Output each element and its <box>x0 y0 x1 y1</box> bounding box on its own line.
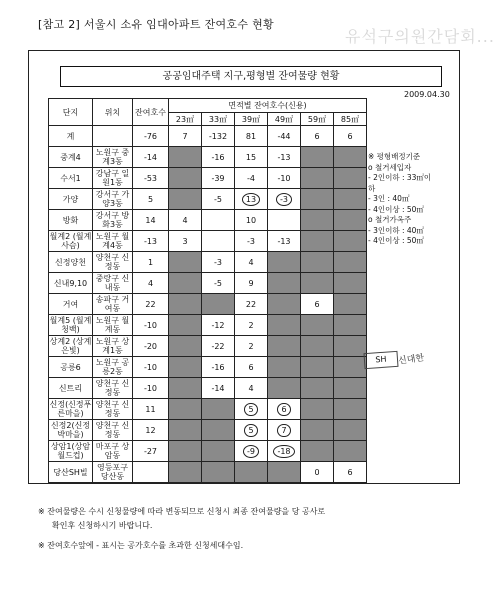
area-value: 6 <box>334 462 367 483</box>
complex-location: 강남구 일원1동 <box>93 168 133 189</box>
note-line: - 4인이상 : 50㎡ <box>368 204 424 214</box>
remaining-units-table <box>48 98 367 483</box>
area-value: 2 <box>235 315 268 336</box>
remaining-total: -27 <box>133 441 169 462</box>
remaining-total: -13 <box>133 231 169 252</box>
complex-location: 양천구 신정동 <box>93 420 133 441</box>
bleed-through-text: 유석구의원간담회... <box>345 27 495 46</box>
header-area-5: 85㎡ <box>334 113 367 126</box>
complex-location: 마포구 상암동 <box>93 441 133 462</box>
area-value: 22 <box>235 294 268 315</box>
area-value <box>301 336 334 357</box>
area-value: -16 <box>202 147 235 168</box>
area-value <box>334 441 367 462</box>
circled-value: 6 <box>277 403 290 416</box>
remaining-total: -53 <box>133 168 169 189</box>
header-area-1: 33㎡ <box>202 113 235 126</box>
area-value <box>169 168 202 189</box>
area-value <box>169 294 202 315</box>
note-line: - 3인이하 : 40㎡ <box>368 225 424 235</box>
area-value <box>268 315 301 336</box>
complex-location <box>93 126 133 147</box>
area-value <box>169 441 202 462</box>
area-value <box>334 315 367 336</box>
complex-location: 양천구 신정동 <box>93 378 133 399</box>
area-value: -39 <box>202 168 235 189</box>
area-value <box>334 147 367 168</box>
area-value: -16 <box>202 357 235 378</box>
area-value <box>268 210 301 231</box>
header-location: 위치 <box>93 99 133 126</box>
area-value <box>301 357 334 378</box>
footnote-1: ※ 잔여물량은 수시 신청물량에 따라 변동되므로 신청시 최종 잔여물량을 당 공사로 <box>38 507 326 516</box>
area-value: 10 <box>235 210 268 231</box>
area-value: -12 <box>202 315 235 336</box>
remaining-total: 14 <box>133 210 169 231</box>
area-value: -22 <box>202 336 235 357</box>
area-value <box>301 252 334 273</box>
area-value <box>169 147 202 168</box>
area-value <box>202 441 235 462</box>
remaining-total: 12 <box>133 420 169 441</box>
complex-location: 강서구 가양3동 <box>93 189 133 210</box>
area-value: -132 <box>202 126 235 147</box>
complex-name: 중계4 <box>49 147 93 168</box>
area-value <box>268 294 301 315</box>
area-value: 2 <box>235 336 268 357</box>
note-line: - 4인이상 : 50㎡ <box>368 236 424 245</box>
table-row <box>49 126 367 147</box>
header-remaining: 잔여호수 <box>133 99 169 126</box>
area-value <box>301 210 334 231</box>
footnote-1-cont: 확인후 신청하시기 바랍니다. <box>52 521 153 530</box>
area-value <box>268 357 301 378</box>
remaining-total: -10 <box>133 357 169 378</box>
area-value <box>334 252 367 273</box>
complex-name: 신정2(신정박마을) <box>49 420 93 441</box>
remaining-total: -10 <box>133 315 169 336</box>
remaining-total: -76 <box>133 126 169 147</box>
complex-name: 신내9,10 <box>49 273 93 294</box>
remaining-total: 4 <box>133 273 169 294</box>
area-value <box>202 210 235 231</box>
table-row <box>49 336 367 357</box>
complex-name: 공릉6 <box>49 357 93 378</box>
area-value: -14 <box>202 378 235 399</box>
table-row <box>49 399 367 420</box>
area-value <box>169 399 202 420</box>
complex-location: 강서구 방화3동 <box>93 210 133 231</box>
area-value: -44 <box>268 126 301 147</box>
area-value: -13 <box>268 231 301 252</box>
complex-name: 당산SH빌 <box>49 462 93 483</box>
table-row <box>49 252 367 273</box>
complex-location: 노원구 월계동 <box>93 315 133 336</box>
header-area-2: 39㎡ <box>235 113 268 126</box>
complex-name: 월계2 (월계사슴) <box>49 232 92 250</box>
area-value <box>268 462 301 483</box>
note-line: 하 <box>368 183 376 193</box>
area-value: 9 <box>235 273 268 294</box>
note-line: o 철거가옥주 <box>368 215 412 224</box>
allocation-notes <box>368 152 464 247</box>
table-row <box>49 168 367 189</box>
table-row <box>49 315 367 336</box>
circled-value: 7 <box>277 424 290 437</box>
complex-name: 월계5 (월계청백) <box>49 316 92 334</box>
area-value <box>202 399 235 420</box>
area-value <box>301 168 334 189</box>
complex-name: 가양 <box>49 189 93 210</box>
area-value <box>268 420 301 441</box>
area-value <box>334 420 367 441</box>
complex-name: 신트리 <box>49 378 93 399</box>
header-area-3: 49㎡ <box>268 113 301 126</box>
complex-name: 거여 <box>49 294 93 315</box>
table-row <box>49 420 367 441</box>
area-value <box>334 399 367 420</box>
table-row <box>49 231 367 252</box>
remaining-total: 5 <box>133 189 169 210</box>
area-value <box>301 315 334 336</box>
area-value <box>235 399 268 420</box>
area-value <box>301 399 334 420</box>
circled-value: -3 <box>276 193 292 206</box>
complex-location: 노원구 중계3동 <box>93 147 133 168</box>
footnote-2: ※ 잔여호수앞에 - 표시는 공가호수를 초과한 신청세대수임. <box>38 541 244 550</box>
remaining-total: 1 <box>133 252 169 273</box>
complex-name: 방화 <box>49 210 93 231</box>
area-value: 0 <box>301 462 334 483</box>
complex-location: 양천구 신정동 <box>93 399 133 420</box>
area-value: -3 <box>202 252 235 273</box>
remaining-total: -20 <box>133 336 169 357</box>
area-value: 6 <box>301 126 334 147</box>
area-value <box>169 252 202 273</box>
area-value <box>301 231 334 252</box>
header-by-area: 면적별 잔여호수(신용) <box>169 99 367 113</box>
area-value <box>268 252 301 273</box>
area-value <box>169 315 202 336</box>
table-title: 공공임대주택 지구,평형별 잔여물량 현황 <box>60 66 442 87</box>
area-value <box>268 273 301 294</box>
area-value <box>301 273 334 294</box>
remaining-total: -14 <box>133 147 169 168</box>
note-line: - 2인이하 : 33㎡이 <box>368 173 432 182</box>
area-value: -4 <box>235 168 268 189</box>
table-row <box>49 357 367 378</box>
area-value: 81 <box>235 126 268 147</box>
area-value <box>334 378 367 399</box>
note-line: ※ 평형배정기준 <box>368 152 421 161</box>
circled-value: 13 <box>242 193 260 206</box>
complex-location: 중랑구 신내동 <box>93 273 133 294</box>
area-value <box>268 441 301 462</box>
header-area-4: 59㎡ <box>301 113 334 126</box>
remaining-total: -10 <box>133 378 169 399</box>
area-value: 6 <box>334 126 367 147</box>
table-row <box>49 273 367 294</box>
area-value <box>301 441 334 462</box>
area-value <box>301 378 334 399</box>
area-value: 4 <box>235 252 268 273</box>
area-value <box>169 273 202 294</box>
area-value: -10 <box>268 168 301 189</box>
circled-value: 5 <box>244 424 257 437</box>
circled-value: -18 <box>273 445 294 458</box>
complex-name: 상암1(상암월드컵) <box>49 441 93 462</box>
note-line: o 철거세입자 <box>368 162 412 172</box>
table-row <box>49 441 367 462</box>
area-value <box>202 294 235 315</box>
area-value <box>169 357 202 378</box>
area-value <box>169 420 202 441</box>
table-row <box>49 210 367 231</box>
area-value <box>334 189 367 210</box>
header-area-0: 23㎡ <box>169 113 202 126</box>
area-value <box>334 210 367 231</box>
area-value <box>235 189 268 210</box>
area-value <box>268 336 301 357</box>
complex-location: 노원구 공릉2동 <box>93 357 133 378</box>
complex-name: 신정양천 <box>49 252 93 273</box>
header-complex: 단지 <box>49 99 93 126</box>
area-value <box>235 462 268 483</box>
area-value <box>334 168 367 189</box>
area-value: -5 <box>202 273 235 294</box>
table-row <box>49 147 367 168</box>
area-value: 6 <box>301 294 334 315</box>
handwritten-signature: 신대한 <box>397 353 425 367</box>
area-value: 7 <box>169 126 202 147</box>
table-row <box>49 189 367 210</box>
remaining-total <box>133 462 169 483</box>
area-value <box>334 294 367 315</box>
area-value: -13 <box>268 147 301 168</box>
area-value <box>301 420 334 441</box>
complex-location: 송파구 거여동 <box>93 294 133 315</box>
area-value: 4 <box>235 378 268 399</box>
area-value <box>334 231 367 252</box>
area-value: 3 <box>169 231 202 252</box>
area-value <box>169 336 202 357</box>
circled-value: 5 <box>244 403 257 416</box>
area-value <box>268 378 301 399</box>
area-value <box>268 399 301 420</box>
area-value <box>334 336 367 357</box>
area-value <box>301 189 334 210</box>
page-heading: [참고 2] 서울시 소유 임대아파트 잔여호수 현황 <box>38 18 274 31</box>
area-value <box>235 420 268 441</box>
complex-name: 신정(신정푸른마을) <box>49 400 92 418</box>
complex-location: 노원구 상계1동 <box>93 336 133 357</box>
area-value <box>169 189 202 210</box>
area-value: 4 <box>169 210 202 231</box>
complex-location: 영등포구 당산동 <box>93 462 133 483</box>
area-value <box>334 273 367 294</box>
area-value: 15 <box>235 147 268 168</box>
table-row <box>49 378 367 399</box>
area-value <box>202 231 235 252</box>
area-value <box>235 441 268 462</box>
circled-value: -9 <box>243 445 259 458</box>
area-value <box>169 462 202 483</box>
area-value <box>301 147 334 168</box>
report-date: 2009.04.30 <box>404 90 450 99</box>
area-value <box>202 462 235 483</box>
remaining-total: 11 <box>133 399 169 420</box>
complex-location: 양천구 신정동 <box>93 252 133 273</box>
complex-name: 수서1 <box>49 168 93 189</box>
area-value: -3 <box>235 231 268 252</box>
remaining-total: 22 <box>133 294 169 315</box>
note-line: - 3인 : 40㎡ <box>368 194 410 203</box>
complex-name: 계 <box>49 126 93 147</box>
table-row <box>49 294 367 315</box>
area-value <box>169 378 202 399</box>
complex-location: 노원구 월계4동 <box>93 231 133 252</box>
table-row <box>49 462 367 483</box>
sh-stamp: SH <box>363 351 398 369</box>
area-value <box>202 420 235 441</box>
area-value <box>268 189 301 210</box>
area-value: 6 <box>235 357 268 378</box>
complex-name: 상계2 (상계은빛) <box>49 337 92 355</box>
area-value <box>334 357 367 378</box>
area-value: -5 <box>202 189 235 210</box>
